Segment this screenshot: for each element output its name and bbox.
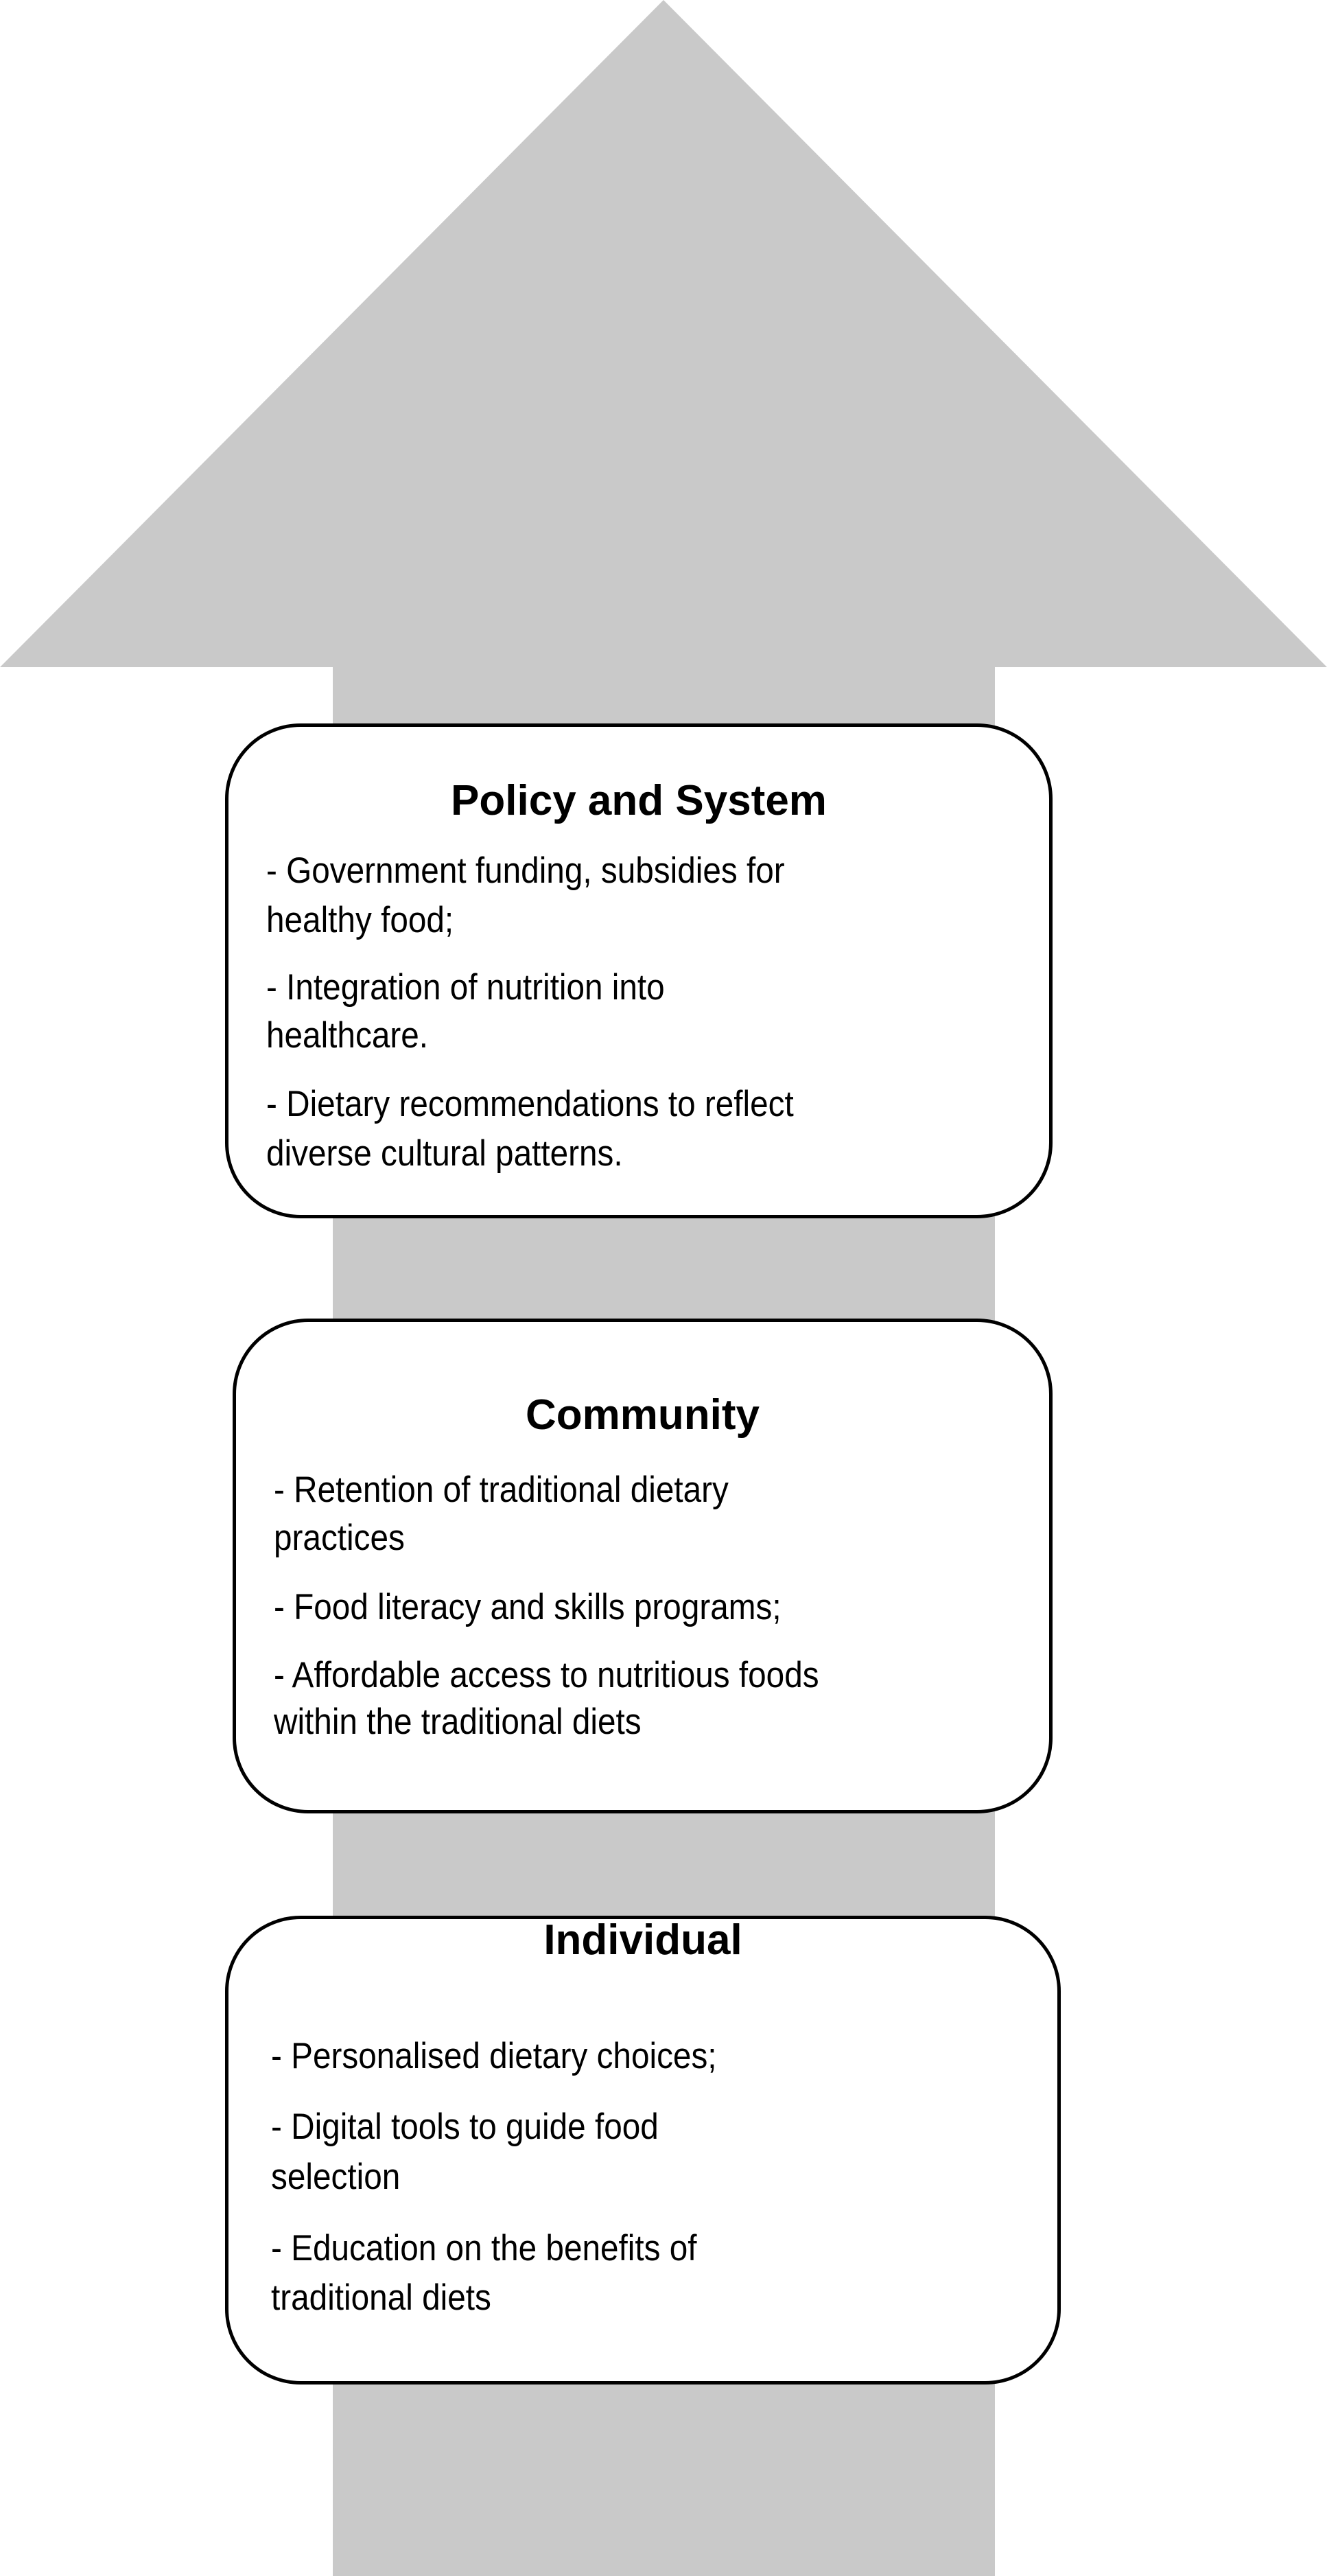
level-item-line: - Integration of nutrition into: [266, 967, 665, 1008]
level-item-line: - Personalised dietary choices;: [271, 2036, 717, 2076]
level-item-line: - Retention of traditional dietary: [274, 1470, 729, 1510]
level-item-line: - Food literacy and skills programs;: [274, 1587, 782, 1627]
level-title: Policy and System: [451, 777, 827, 824]
level-title: Individual: [543, 1916, 742, 1964]
level-item-line: selection: [271, 2157, 401, 2197]
level-item-line: healthcare.: [266, 1015, 429, 1056]
level-item-line: - Government funding, subsidies for: [266, 850, 785, 891]
level-item-line: diverse cultural patterns.: [266, 1133, 623, 1174]
level-title: Community: [526, 1391, 760, 1439]
level-item-line: within the traditional diets: [274, 1702, 642, 1742]
level-item-line: - Dietary recommendations to reflect: [266, 1084, 794, 1124]
level-item-line: - Digital tools to guide food: [271, 2107, 659, 2147]
level-item-line: practices: [274, 1518, 405, 1558]
level-item-line: healthy food;: [266, 900, 454, 940]
level-item-line: - Affordable access to nutritious foods: [274, 1655, 819, 1695]
level-item-line: - Education on the benefits of: [271, 2228, 697, 2268]
level-box-community: [233, 1319, 1053, 1813]
level-box-policy-system: [225, 723, 1053, 1218]
level-item-line: traditional diets: [271, 2277, 491, 2318]
level-box-individual: [225, 1916, 1061, 2384]
